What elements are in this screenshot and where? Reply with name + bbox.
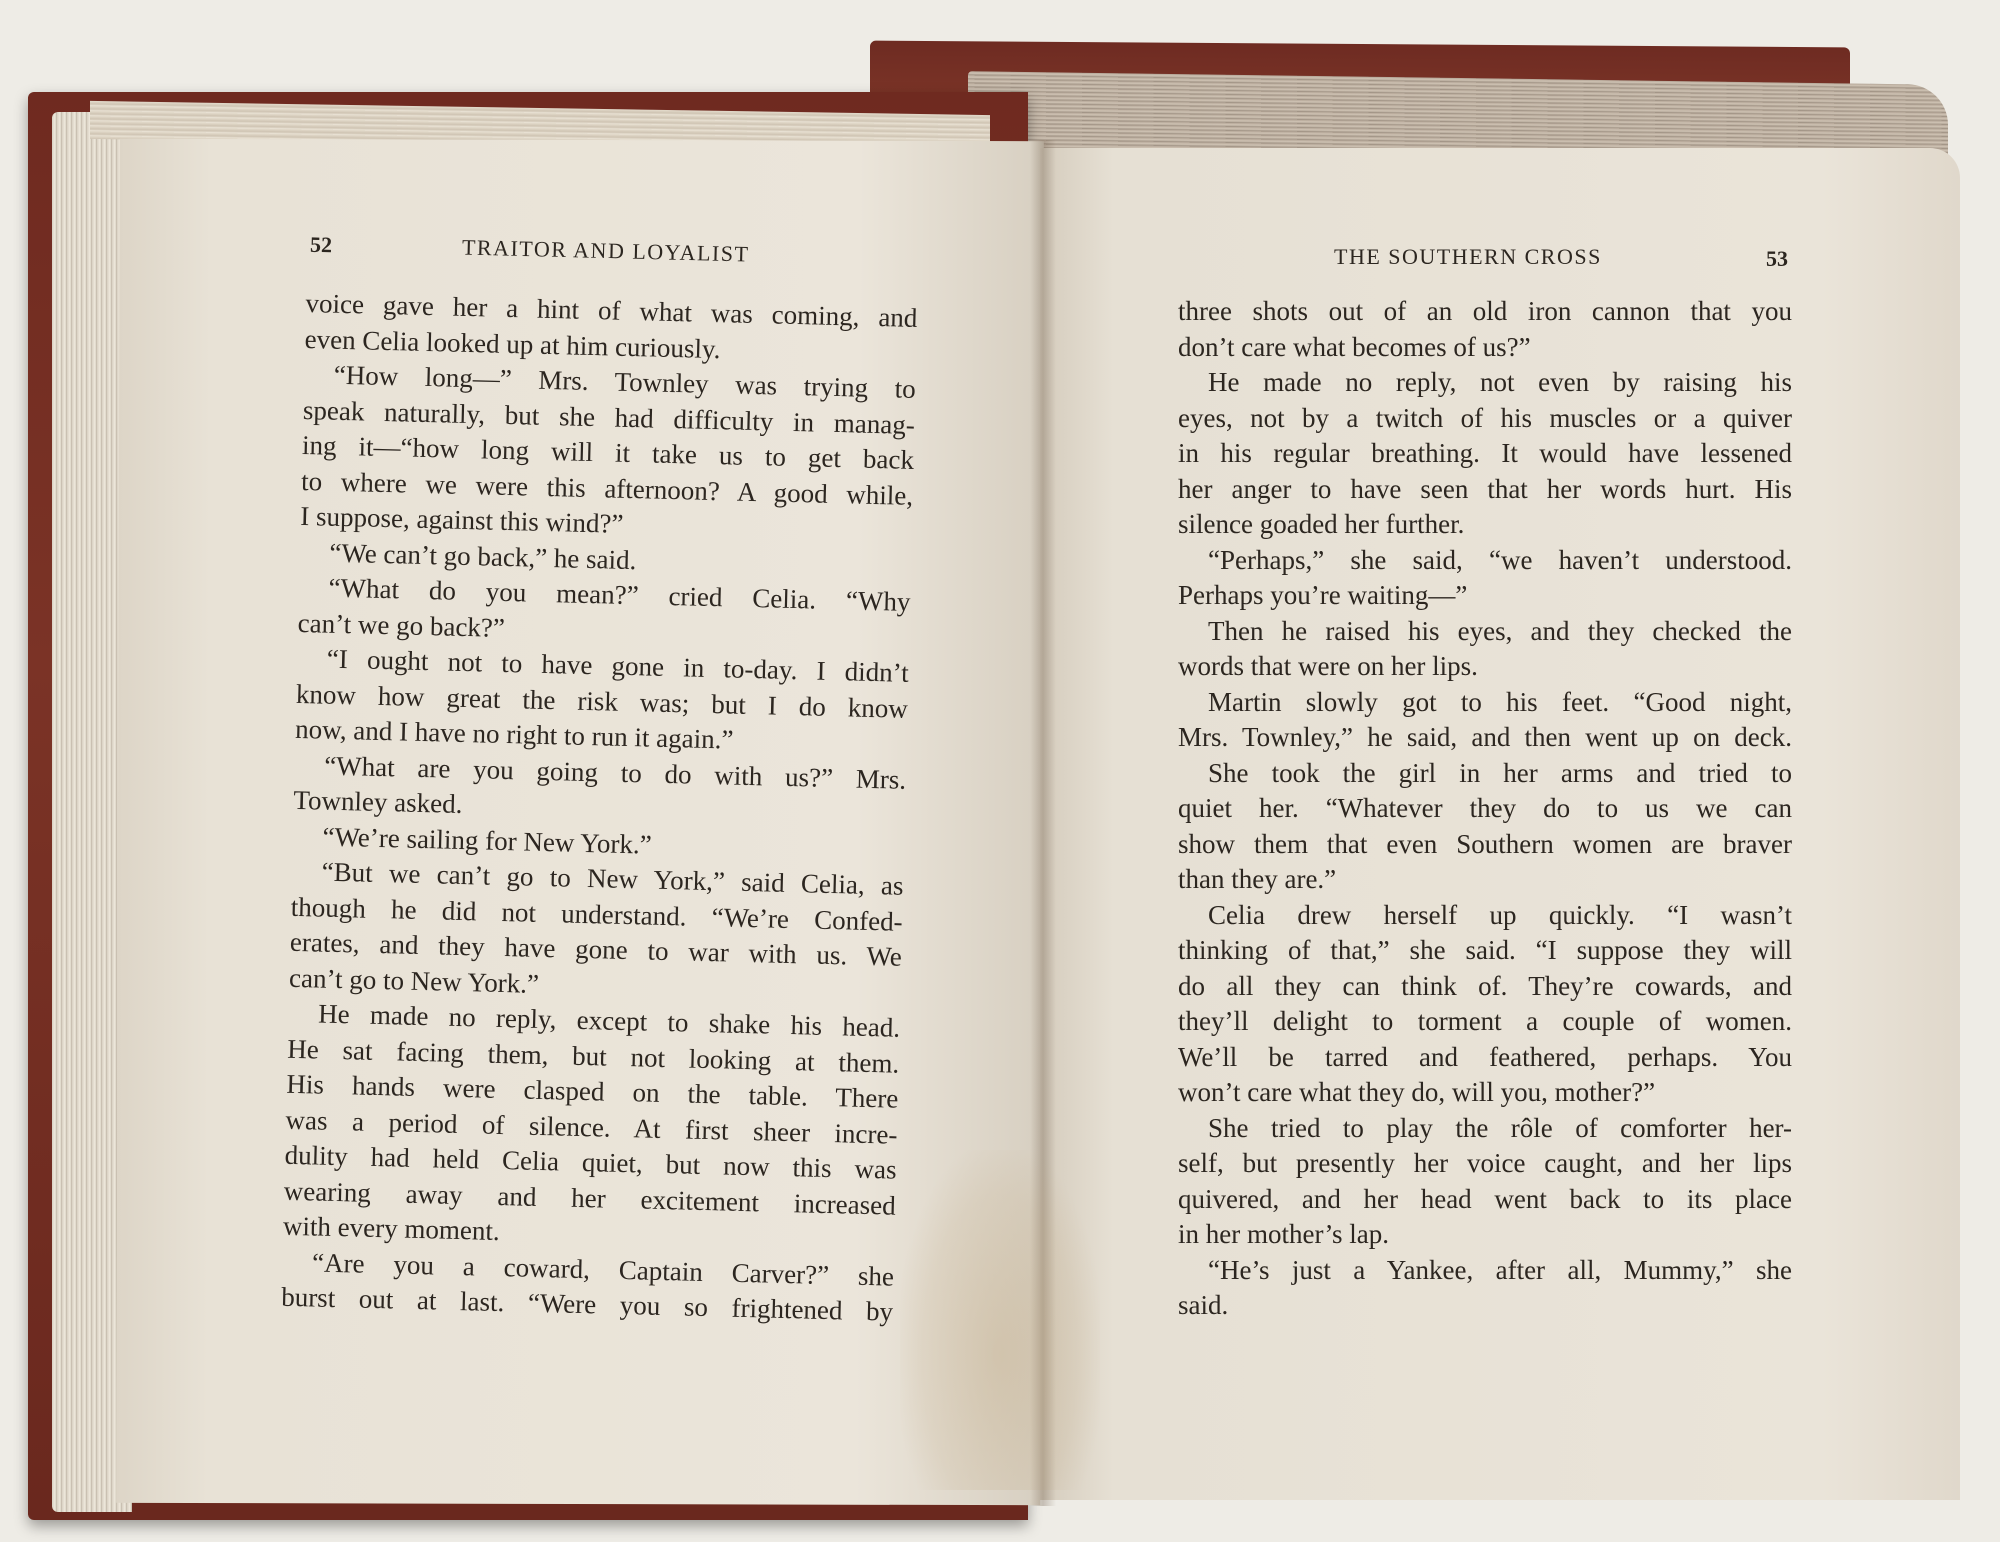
text-line: He sat facing them, but not looking at them. xyxy=(287,1033,900,1079)
text-line: won’t care what they do, will you, mother?” xyxy=(1178,1077,1656,1107)
text-line: “But we can’t go to New York,” said Celia, as xyxy=(321,856,904,901)
text-line: said. xyxy=(1178,1290,1229,1320)
text-line: don’t care what becomes of us?” xyxy=(1178,331,1531,362)
text-line: Mrs. Townley,” he said, and then went up on deck. xyxy=(1178,722,1792,752)
text-line: “We can’t go back,” he said. xyxy=(329,537,637,575)
text-line: I suppose, against this wind?” xyxy=(300,500,624,539)
text-line: her anger to have seen that her words hurt. His xyxy=(1178,473,1792,504)
text-line: wearing away and her excitement increased xyxy=(283,1175,897,1221)
text-line: “How long—” Mrs. Townley was trying to xyxy=(333,359,917,404)
water-stain xyxy=(900,1150,1100,1490)
text-line: quiet her. “Whatever they do to us we can xyxy=(1178,793,1792,823)
text-line: than they are.” xyxy=(1178,864,1337,894)
text-line: do all they can think of. They’re cowards, and xyxy=(1178,970,1792,1001)
text-line: His hands were clasped on the table. There xyxy=(286,1068,899,1114)
text-line: in her mother’s lap. xyxy=(1178,1219,1389,1249)
text-line: He made no reply, not even by raising his xyxy=(1208,367,1792,397)
text-line: We’ll be tarred and feathered, perhaps. You xyxy=(1178,1041,1792,1072)
text-line: dulity had held Celia quiet, but now this was xyxy=(284,1139,897,1185)
text-line: with every moment. xyxy=(282,1210,501,1247)
right-page-text xyxy=(1178,294,1792,1324)
text-line: “He’s just a Yankee, after all, Mummy,” she xyxy=(1208,1254,1792,1285)
text-line: She took the girl in her arms and tried to xyxy=(1208,757,1792,788)
running-head-right xyxy=(1334,244,1602,270)
text-line: words that were on her lips. xyxy=(1178,651,1478,681)
text-line: even Celia looked up at him curiously. xyxy=(304,323,721,364)
text-line: “We’re sailing for New York.” xyxy=(322,821,653,860)
text-line: “What do you mean?” cried Celia. “Why xyxy=(328,572,911,617)
text-line: was a period of silence. At first sheer incre- xyxy=(285,1104,898,1150)
text-line: eyes, not by a twitch of his muscles or a quiver xyxy=(1178,402,1792,433)
running-head-right-text: THE SOUTHERN CROSS xyxy=(1334,244,1602,269)
text-line: “Are you a coward, Captain Carver?” she xyxy=(311,1246,895,1292)
text-line: “Perhaps,” she said, “we haven’t understood. xyxy=(1208,544,1792,575)
text-line: now, and I have no right to run it again.” xyxy=(294,713,734,755)
text-line: “I ought not to have gone in to-day. I didn’t xyxy=(326,643,910,688)
text-line: He made no reply, except to shake his head. xyxy=(317,998,901,1043)
text-line: three shots out of an old iron cannon that you xyxy=(1178,296,1792,326)
text-line: show them that even Southern women are braver xyxy=(1178,828,1792,859)
text-line: can’t go to New York.” xyxy=(288,962,540,999)
text-line: to where we were this afternoon? A good while, xyxy=(300,465,914,511)
text-line: voice gave her a hint of what was coming, and xyxy=(305,287,918,333)
text-line: they’ll delight to torment a couple of women. xyxy=(1178,1006,1792,1036)
text-line: can’t we go back?” xyxy=(297,607,506,643)
text-line: Perhaps you’re waiting—” xyxy=(1178,580,1468,610)
text-line: Celia drew herself up quickly. “I wasn’t xyxy=(1208,899,1792,930)
running-head-left: TRAITOR AND LOYALIST xyxy=(461,234,750,267)
text-line: erates, and they have gone to war with us. We xyxy=(289,926,903,972)
text-line: Townley asked. xyxy=(293,784,463,819)
text-line: Martin slowly got to his feet. “Good night, xyxy=(1208,686,1792,717)
text-line: thinking of that,” she said. “I suppose they will xyxy=(1178,935,1792,965)
text-line: burst out at last. “Were you so frightened by xyxy=(280,1281,894,1327)
page-number-left: 52 xyxy=(309,231,333,258)
text-line: know how great the risk was; but I do know xyxy=(295,678,909,724)
text-line: Then he raised his eyes, and they checked the xyxy=(1208,615,1792,646)
text-line: silence goaded her further. xyxy=(1178,509,1465,539)
text-line: self, but presently her voice caught, and her lips xyxy=(1178,1148,1792,1178)
text-line: speak naturally, but she had difficulty in manag- xyxy=(302,394,916,440)
text-line: quivered, and her head went back to its place xyxy=(1178,1183,1792,1214)
text-line: She tried to play the rôle of comforter her- xyxy=(1208,1112,1792,1143)
text-line: ing it—“how long will it take us to get back xyxy=(301,429,915,475)
left-page-text xyxy=(281,286,918,1330)
page-number-right: 53 xyxy=(1766,246,1788,271)
text-line: in his regular breathing. It would have lessened xyxy=(1178,438,1792,468)
text-line: though he did not understand. “We’re Confed- xyxy=(290,891,904,937)
text-line: “What are you going to do with us?” Mrs. xyxy=(323,750,907,795)
